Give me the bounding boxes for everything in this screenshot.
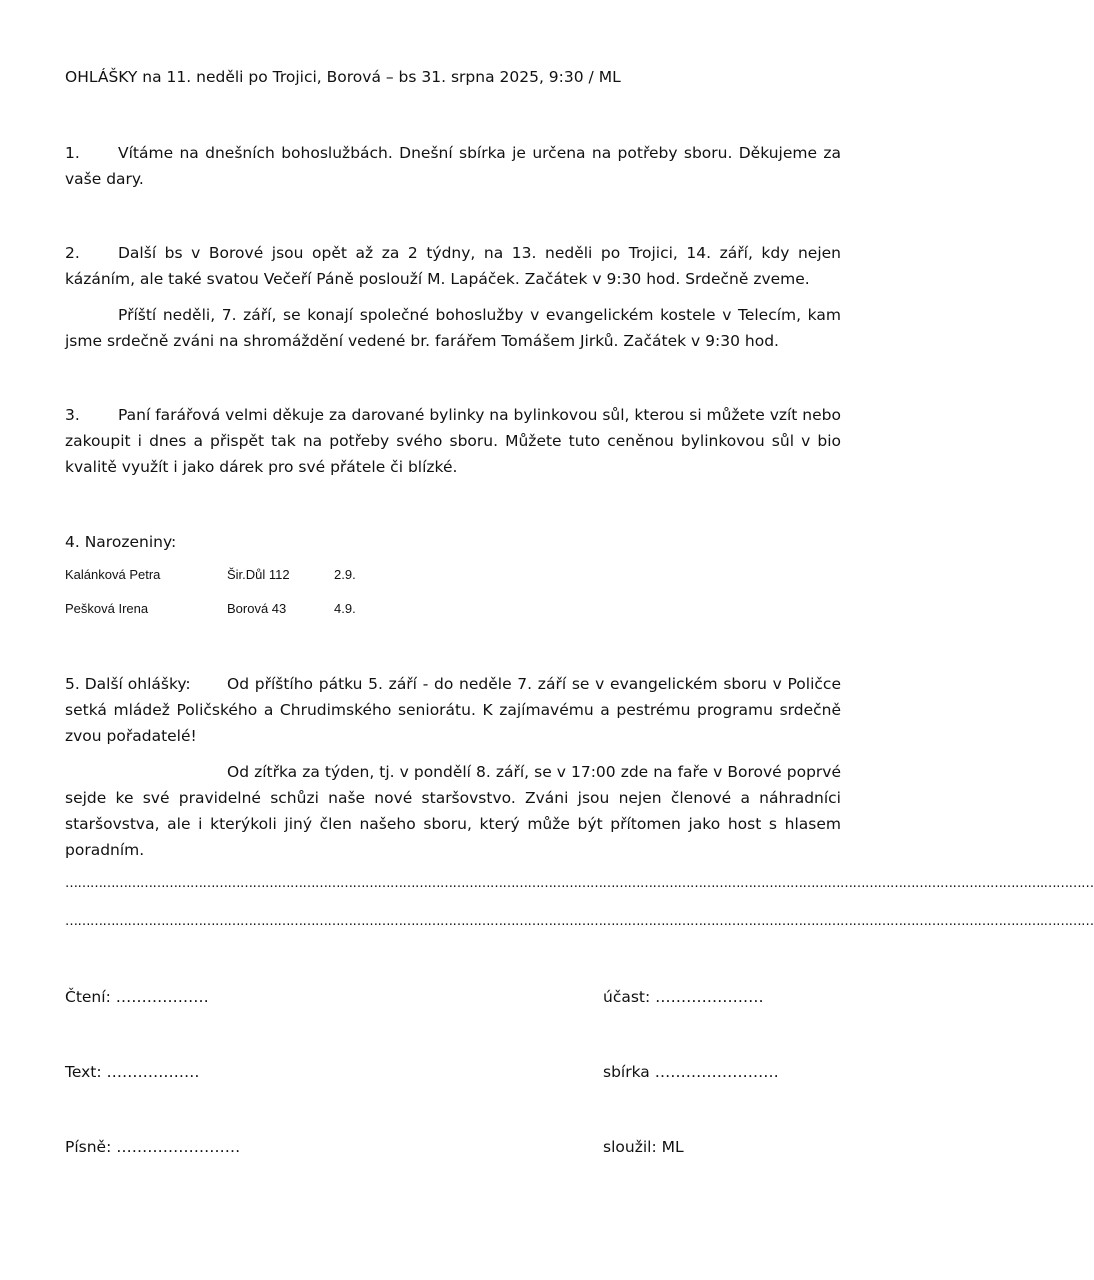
birthdays-heading: 4. Narozeniny: [65, 533, 177, 551]
birthday-date: 4.9. [334, 601, 356, 616]
announcement-title: OHLÁŠKY na 11. neděli po Trojici, Borová – bs 31. srpna 2025, 9:30 / ML [65, 68, 621, 86]
item-1 [65, 140, 841, 192]
birthday-address: Šir.Důl 112 [227, 567, 290, 582]
songs-field: Písně: …………………… [65, 1138, 241, 1156]
birthday-address: Borová 43 [227, 601, 287, 616]
item-2-number: 2. [65, 244, 80, 262]
item-3-text: Paní farářová velmi děkuje za darované bylinky na bylinkovou sůl, kterou si můžete vzít nebo zakoupit i dnes a přispět tak na potřeby svého sboru. Můžete tuto ceněnou bylinkovou sůl v bio kvalitě využít i jako dárek pro své přátele či blízké. [65, 406, 841, 476]
reading-field: Čtení: ……………… [65, 988, 209, 1006]
attendance-field: účast: ………………… [603, 988, 764, 1006]
item-5-paragraph-2-lead: Od zítřka za týden, tj. v pondělí 8. září, se v 17:00 zde na faře v Borové poprvé [227, 763, 841, 781]
served-by-field: sloužil: ML [603, 1138, 684, 1156]
text-field: Text: ……………… [65, 1063, 200, 1081]
item-5 [65, 671, 841, 749]
item-5-heading: 5. Další ohlášky: [65, 675, 191, 693]
item-1-text: Vítáme na dnešních bohoslužbách. Dnešní sbírka je určena na potřeby sboru. Děkujeme za vaše dary. [65, 144, 841, 188]
item-2 [65, 240, 841, 292]
birthday-date: 2.9. [334, 567, 356, 582]
item-2-paragraph-2: Příští neděli, 7. září, se konají společné bohoslužby v evangelickém kostele v Telecím, kam jsme srdečně zváni na shromáždění vedené br. farářem Tomášem Jirků. Začátek v 9:30 hod. [65, 306, 841, 350]
dotted-line: ……………………………………………………………………………………………………………………………………………………………………………………………………………….………… [65, 876, 1094, 891]
item-2-text: Další bs v Borové jsou opět až za 2 týdny, na 13. neděli po Trojici, 14. září, kdy nejen kázáním, ale také svatou Večeří Páně poslouží M. Lapáček. Začátek v 9:30 hod. Srdečně zveme. [65, 244, 841, 288]
dotted-line: ……………………………………………………………………………………………………………………………………………………………………………………………………………….………… [65, 914, 1094, 929]
item-3 [65, 402, 841, 480]
item-3-number: 3. [65, 406, 80, 424]
item-5-text: Od příštího pátku 5. září - do neděle 7. září se v evangelickém sboru v Poličce setká mládež Poličského a Chrudimského seniorátu. K zajímavému a pestrému programu srdečně zvou pořadatelé! [65, 675, 841, 745]
birthday-name: Pešková Irena [65, 601, 149, 616]
item-1-number: 1. [65, 144, 80, 162]
birthday-name: Kalánková Petra [65, 567, 161, 582]
collection-field: sbírka …………………… [603, 1063, 779, 1081]
item-5-paragraph-2 [65, 759, 841, 863]
item-5-paragraph-2-rest: sejde ke své pravidelné schůzi naše nové staršovstvo. Zváni jsou nejen členové a náhradníci staršovstva, ale i kterýkoli jiný člen našeho sboru, který může být přítomen jako host s hlasem poradním. [65, 789, 841, 859]
